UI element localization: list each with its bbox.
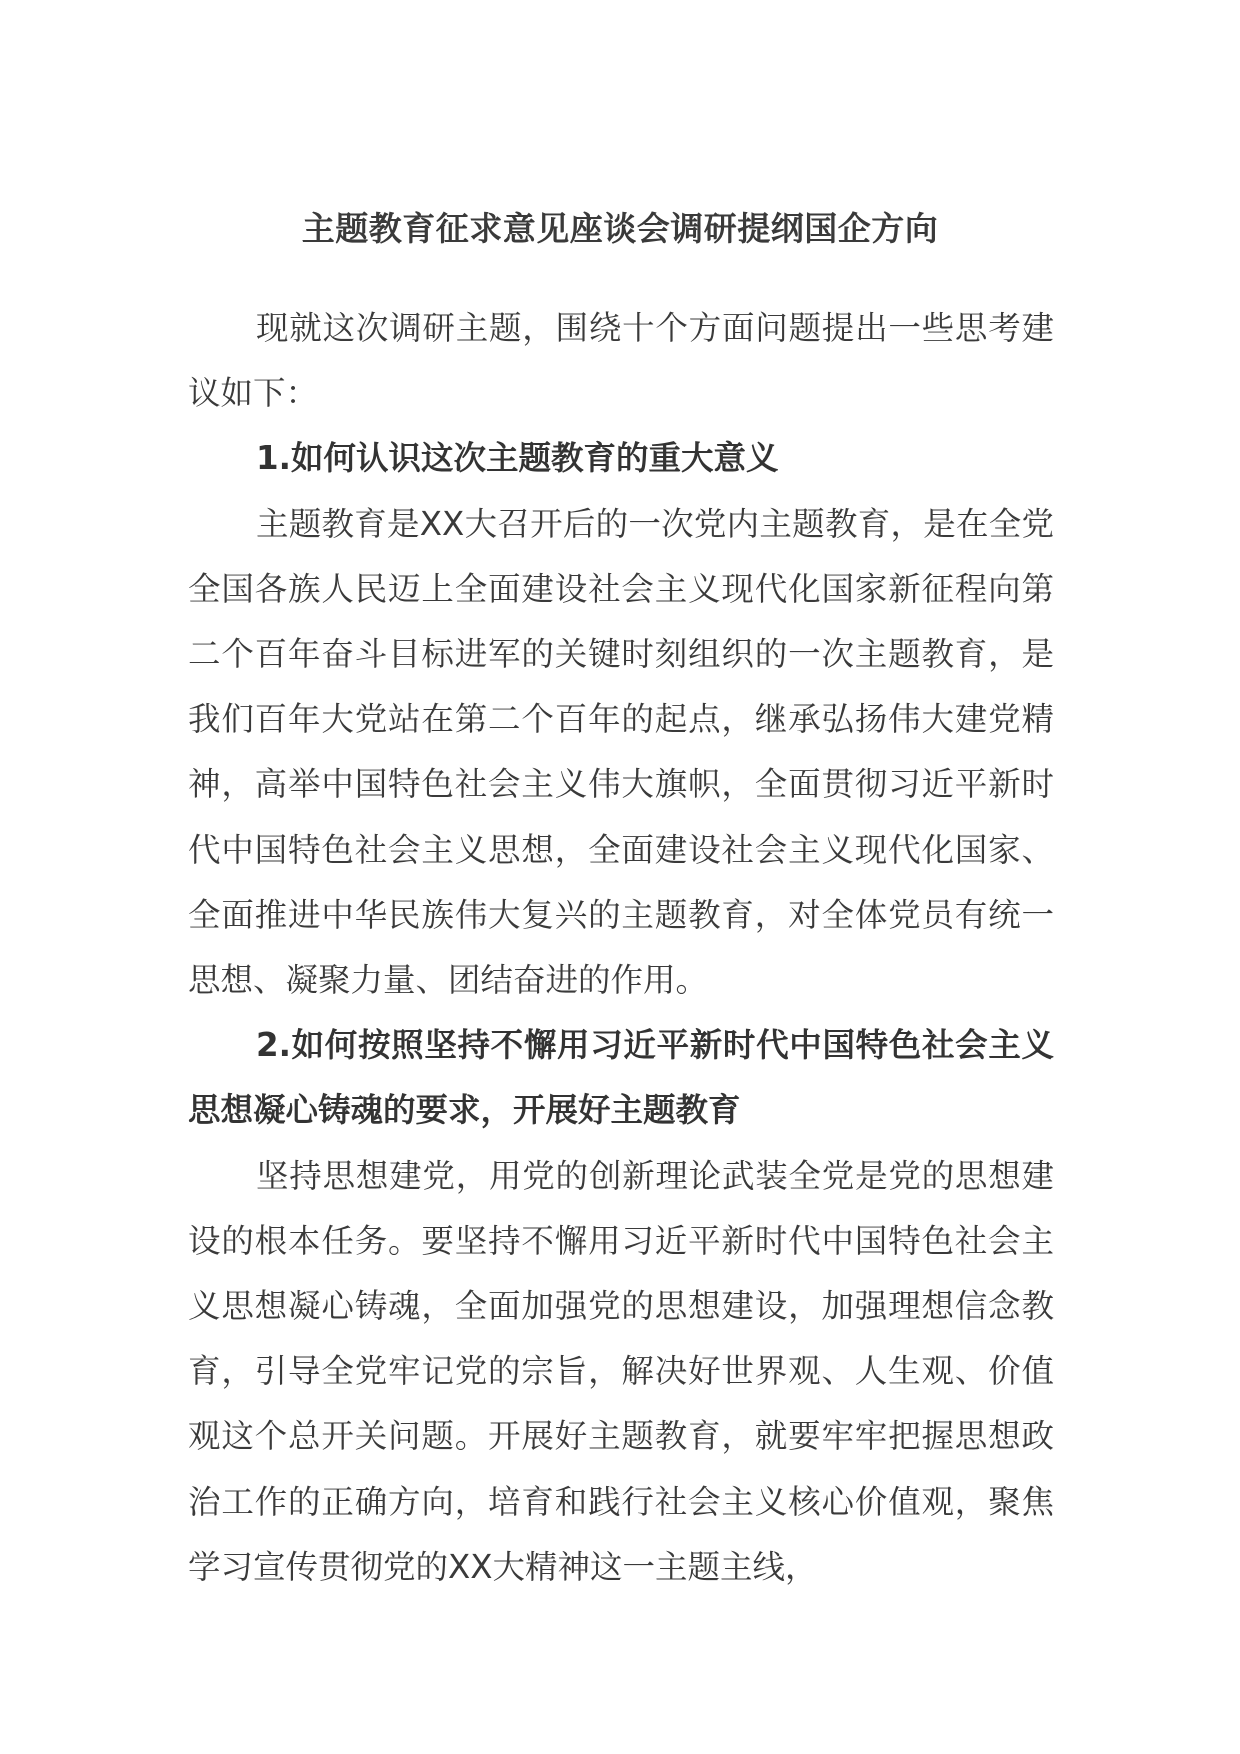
document-title: 主题教育征求意见座谈会调研提纲国企方向 xyxy=(301,209,939,248)
section-heading-1: 1.如何认识这次主题教育的重大意义 xyxy=(256,439,779,478)
section-2-paragraph: 坚持思想建党，用党的创新理论武装全党是党的思想建设的根本任务。要坚持不懈用习近平新时代中国特色社会主义思想凝心铸魂，全面加强党的思想建设，加强理想信念教育，引导全党牢记党的宗旨，解决好世界观、人生观、价值观这个总开关问题。开展好主题教育，就要牢牢把握思想政治工作的正确方向，培育和践行社会主义核心价值观，聚焦学习宣传贯彻党的XX大精神这一主题主线， xyxy=(188,1156,1054,1586)
section-heading-2: 2.如何按照坚持不懈用习近平新时代中国特色社会主义思想凝心铸魂的要求，开展好主题教育 xyxy=(188,1026,1054,1130)
intro-paragraph: 现就这次调研主题，围绕十个方面问题提出一些思考建议如下： xyxy=(188,309,1054,413)
document-body xyxy=(188,296,1054,1600)
section-1-paragraph: 主题教育是XX大召开后的一次党内主题教育，是在全党全国各族人民迈上全面建设社会主义现代化国家新征程向第二个百年奋斗目标进军的关键时刻组织的一次主题教育，是我们百年大党站在第二个百年的起点，继承弘扬伟大建党精神，高举中国特色社会主义伟大旗帜，全面贯彻习近平新时代中国特色社会主义思想，全面建设社会主义现代化国家、全面推进中华民族伟大复兴的主题教育，对全体党员有统一思想、凝聚力量、团结奋进的作用。 xyxy=(188,504,1054,1000)
